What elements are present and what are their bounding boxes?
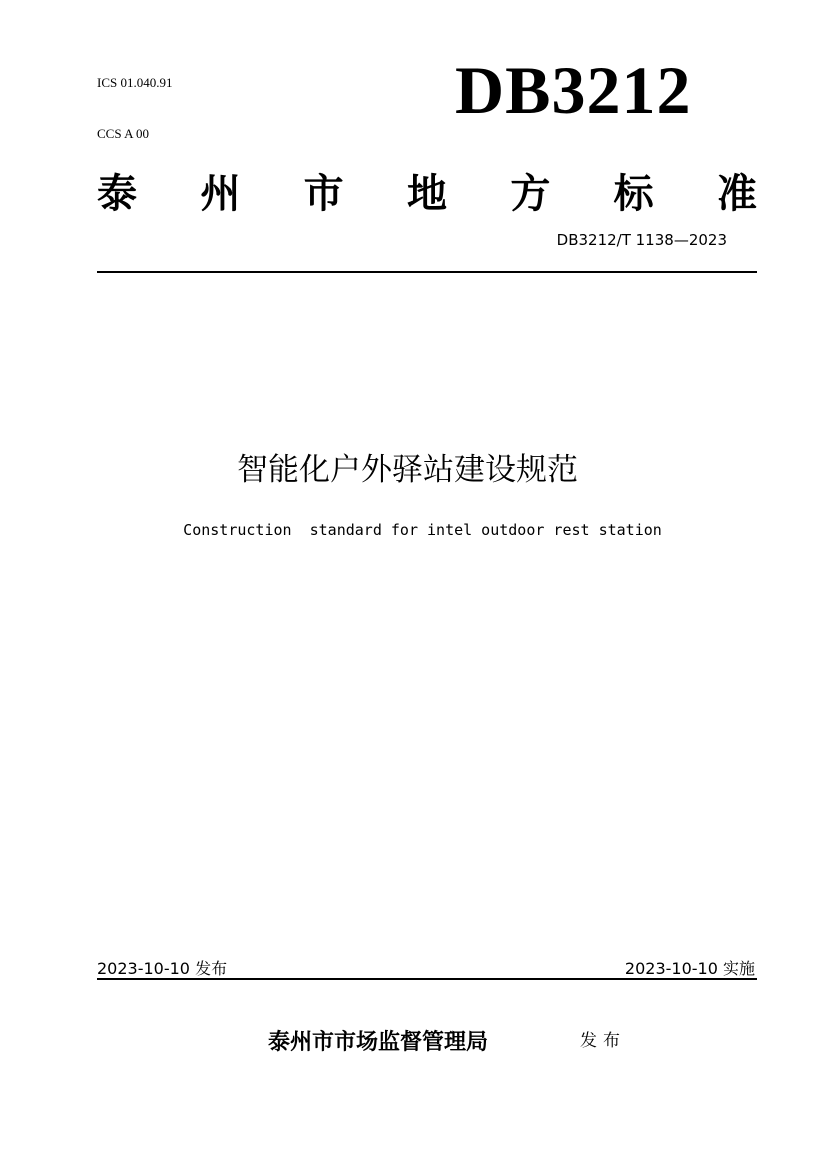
standard-type-char: 地 <box>406 169 447 217</box>
release-date: 2023-10-10 发布 <box>97 959 228 978</box>
implementation-date: 2023-10-10 实施 <box>624 959 755 978</box>
ccs-code: CCS A 00 <box>97 126 150 141</box>
ics-code: ICS 01.040.91 <box>97 75 173 90</box>
document-title-chinese: 智能化户外驿站建设规范 <box>237 452 578 488</box>
classification-codes <box>97 40 172 159</box>
standard-type-char: 泰 <box>97 169 137 217</box>
issuing-authority: 泰州市市场监督管理局 <box>268 1029 489 1055</box>
standard-type-char: 方 <box>510 169 551 217</box>
top-divider <box>97 271 757 273</box>
standard-type-char: 标 <box>613 169 654 217</box>
document-title-english: Construction standard for intel outdoor rest station <box>183 521 662 539</box>
standard-code: DB3212 <box>455 52 692 128</box>
document-number: DB3212/T 1138—2023 <box>556 231 727 249</box>
standard-type-char: 准 <box>716 169 757 217</box>
publish-label: 发布 <box>580 1031 626 1051</box>
standard-type-char: 市 <box>303 169 344 217</box>
bottom-divider <box>97 978 757 980</box>
standard-type-title <box>97 162 757 218</box>
standard-type-char: 州 <box>200 169 241 217</box>
